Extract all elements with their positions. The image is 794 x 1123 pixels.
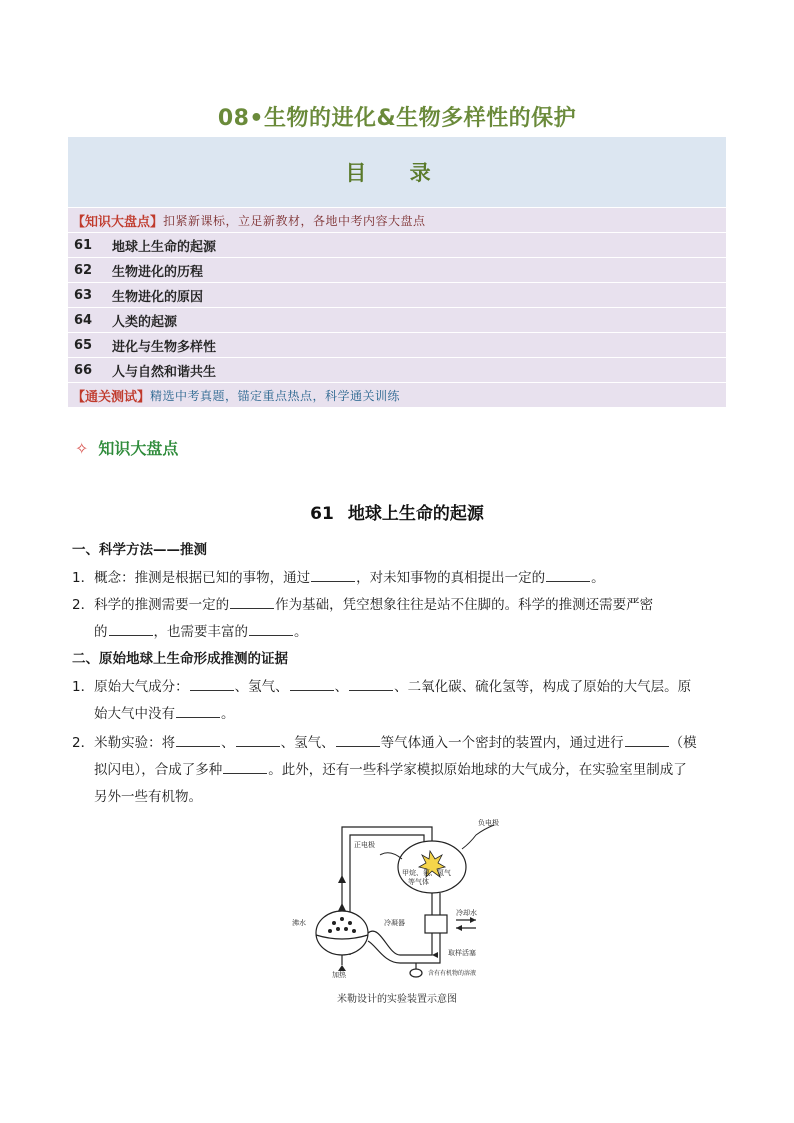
toc-item-64[interactable]	[68, 307, 726, 332]
paragraph-2-cont	[72, 618, 308, 646]
toc-item-63[interactable]	[68, 282, 726, 307]
text-run: 等气体通入一个密封的装置内，通过进行	[380, 735, 624, 751]
text-run: 。此外，还有一些科学家模拟原始地球的大气成分，在实验室里制成了	[268, 762, 687, 778]
tag-name: 【知识大盘点】	[72, 214, 164, 230]
text-run: ，也需要丰富的	[153, 624, 248, 640]
label-gases: 甲烷、氨、氢气	[402, 869, 451, 877]
topic-number: 61	[310, 504, 334, 524]
fill-blank[interactable]	[249, 621, 293, 636]
toc-item-label: 人与自然和谐共生	[112, 364, 217, 380]
label-heat: 加热	[332, 971, 346, 979]
fill-blank[interactable]	[109, 621, 153, 636]
condenser-box	[425, 915, 447, 933]
paragraph-4	[72, 729, 697, 757]
fill-blank[interactable]	[290, 676, 334, 691]
label-organic-solution: 含有有机物的溶液	[428, 970, 477, 977]
positive-electrode-wire	[380, 853, 402, 859]
text-run: ，对未知事物的真相提出一定的	[356, 570, 546, 586]
arrow-left-icon	[456, 925, 462, 931]
tag-description: 扣紧新课标，立足新教材，各地中考内容大盘点	[163, 213, 426, 228]
subheading-2: 二、原始地球上生命形成推测的证据	[72, 651, 288, 667]
collection-bulb	[410, 969, 422, 977]
toc-item-label: 生物进化的原因	[112, 289, 204, 305]
text-run: 1．概念：推测是根据已知的事物，通过	[72, 570, 311, 586]
document-title: 08•生物的进化&生物多样性的保护	[217, 106, 577, 131]
label-positive-electrode: 正电极	[354, 841, 375, 849]
toc-item-label: 人类的起源	[112, 314, 178, 330]
fill-blank[interactable]	[336, 732, 380, 747]
fill-blank[interactable]	[236, 732, 280, 747]
label-stopcock: 取样活塞	[448, 949, 476, 957]
paragraph-3-cont	[72, 700, 235, 728]
text-run: 1．原始大气成分：	[72, 679, 189, 695]
toc-item-66[interactable]	[68, 357, 726, 382]
text-run: （模	[669, 735, 697, 751]
figure-caption: 米勒设计的实验装置示意图	[337, 994, 457, 1005]
fill-blank[interactable]	[546, 567, 590, 582]
fill-blank[interactable]	[190, 676, 234, 691]
paragraph-1	[72, 564, 605, 592]
paragraph-4-cont2: 另外一些有机物。	[94, 789, 202, 805]
label-cooling-water: 冷却水	[456, 909, 477, 917]
label-gases-2: 等气体	[408, 878, 429, 886]
fill-blank[interactable]	[176, 732, 220, 747]
text-run: 2．科学的推测需要一定的	[72, 597, 230, 613]
arrow-up-icon	[338, 875, 346, 883]
text-run: 。	[221, 706, 235, 722]
arrow-up-icon	[338, 903, 346, 911]
negative-electrode-wire	[462, 825, 494, 849]
text-run: 始大气中没有	[94, 706, 175, 722]
fill-blank[interactable]	[223, 759, 267, 774]
fill-blank[interactable]	[625, 732, 669, 747]
text-run: 作为基础，凭空想象往往是站不住脚的。科学的推测还需要严密	[275, 597, 654, 613]
toc-item-65[interactable]	[68, 332, 726, 357]
topic-title	[0, 499, 794, 524]
fill-blank[interactable]	[176, 703, 220, 718]
paragraph-2	[72, 591, 653, 619]
toc-item-number: 66	[74, 362, 93, 378]
toc-item-number: 61	[74, 237, 93, 253]
toc-item-number: 63	[74, 287, 93, 303]
arrow-icon	[432, 952, 438, 958]
text-run: 、	[221, 735, 235, 751]
text-run: 、	[334, 679, 349, 695]
fill-blank[interactable]	[230, 594, 274, 609]
arrow-right-icon	[470, 917, 476, 923]
toc-item-number: 65	[74, 337, 93, 353]
section-title: 知识大盘点	[98, 439, 179, 458]
tag-name: 【通关测试】	[72, 389, 151, 405]
label-condenser: 冷凝器	[384, 919, 405, 927]
section-heading	[75, 436, 178, 459]
tag-description: 精选中考真题，锚定重点热点，科学通关训练	[150, 388, 401, 403]
toc-tag-knowledge[interactable]	[68, 207, 726, 232]
fill-blank[interactable]	[311, 567, 355, 582]
toc-heading: 目 录	[68, 137, 726, 207]
toc-item-label: 地球上生命的起源	[112, 239, 217, 255]
toc-item-62[interactable]	[68, 257, 726, 282]
label-negative-electrode: 负电极	[478, 819, 499, 827]
toc-item-label: 生物进化的历程	[112, 264, 204, 280]
label-boiling-water: 沸水	[292, 919, 306, 927]
text-run: 、氢气、	[234, 679, 289, 695]
toc-item-number: 64	[74, 312, 93, 328]
text-run: 。	[591, 570, 605, 586]
text-run: 、氢气、	[280, 735, 335, 751]
text-run: 2．米勒实验：将	[72, 735, 176, 751]
topic-label: 地球上生命的起源	[347, 504, 484, 524]
toc-tag-test[interactable]	[68, 382, 726, 407]
text-run: 拟闪电），合成了多种	[94, 762, 223, 778]
miller-apparatus-diagram	[280, 815, 520, 980]
text-run: 。	[294, 624, 308, 640]
subheading-1: 一、科学方法——推测	[72, 542, 207, 558]
text-run: 的	[94, 624, 108, 640]
paragraph-4-cont	[72, 756, 687, 784]
toc-item-label: 进化与生物多样性	[112, 339, 217, 355]
star-icon: ✧	[75, 439, 89, 458]
toc-item-number: 62	[74, 262, 93, 278]
paragraph-3	[72, 673, 691, 701]
table-of-contents	[68, 137, 726, 407]
toc-item-61[interactable]	[68, 232, 726, 257]
text-run: 、二氧化碳、硫化氢等，构成了原始的大气层。原	[394, 679, 692, 695]
fill-blank[interactable]	[349, 676, 393, 691]
